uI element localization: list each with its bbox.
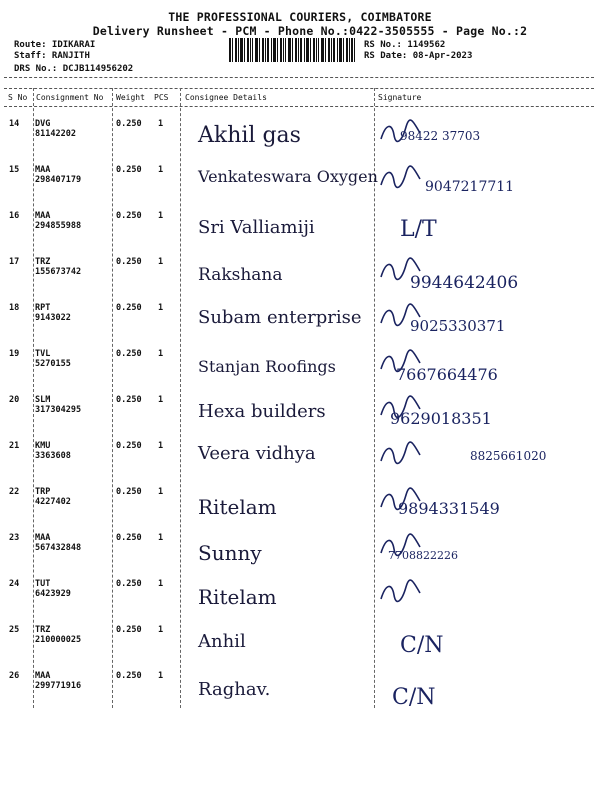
row-weight: 0.250 [116,257,142,267]
row-pcs: 1 [158,349,164,359]
row-consignment: SLM 317304295 [35,395,82,415]
row-pcs: 1 [158,395,164,405]
row-pcs: 1 [158,165,164,175]
row-weight: 0.250 [116,579,142,589]
consignee-handwriting: Rakshana [198,265,283,285]
row-sno: 23 [9,533,20,543]
signature-handwriting: C/N [392,685,436,710]
barcode-image [229,38,355,62]
consignee-handwriting: Raghav. [198,679,271,700]
company-title: THE PROFESSIONAL COURIERS, COIMBATORE [168,10,432,24]
consignee-handwriting: Akhil gas [198,123,301,148]
consignee-handwriting: Stanjan Roofings [198,357,336,376]
table-top-rule [4,77,594,78]
signature-handwriting: 7708822226 [388,549,458,562]
col-divider-1 [33,88,34,708]
row-pcs: 1 [158,303,164,313]
signature-handwriting: 8825661020 [470,449,547,463]
signature-scribble [378,579,422,605]
row-consignment: TUT 6423929 [35,579,71,599]
row-pcs: 1 [158,625,164,635]
row-sno: 16 [9,211,20,221]
row-pcs: 1 [158,119,164,129]
row-weight: 0.250 [116,441,142,451]
row-consignment: MAA 294855988 [35,211,82,231]
row-weight: 0.250 [116,625,142,635]
consignee-handwriting: Sri Valliamiji [198,217,315,238]
rs-number: RS No.: 1149562 [364,40,446,50]
row-weight: 0.250 [116,119,142,129]
signature-scribble [378,441,422,467]
col-divider-3 [180,88,181,708]
header-sno: S No [8,93,28,102]
row-consignment: TRP 4227402 [35,487,71,507]
row-weight: 0.250 [116,533,142,543]
consignee-handwriting: Sunny [198,541,262,565]
consignee-handwriting: Ritelam [198,495,277,519]
runsheet-subtitle: Delivery Runsheet - PCM - Phone No.:0422-3505555 - Page No.:2 [92,24,528,38]
row-sno: 14 [9,119,20,129]
drs-number: DRS No.: DCJB114956202 [14,64,134,74]
signature-handwriting: 98422 37703 [400,129,481,143]
consignee-handwriting: Anhil [198,631,246,652]
header-signature: Signature [378,93,422,102]
row-pcs: 1 [158,257,164,267]
row-consignment: DVG 81142202 [35,119,76,139]
consignee-handwriting: Ritelam [198,585,277,609]
row-pcs: 1 [158,487,164,497]
rs-date: RS Date: 08-Apr-2023 [364,51,473,61]
row-weight: 0.250 [116,165,142,175]
signature-handwriting: 9629018351 [390,409,492,428]
row-sno: 20 [9,395,20,405]
row-pcs: 1 [158,579,164,589]
signature-scribble [378,165,422,191]
row-sno: 15 [9,165,20,175]
row-weight: 0.250 [116,487,142,497]
row-sno: 21 [9,441,20,451]
header-consignment: Consignment No [36,93,104,102]
row-weight: 0.250 [116,349,142,359]
row-weight: 0.250 [116,303,142,313]
staff-label: Staff: RANJITH [14,51,90,61]
row-consignment: TRZ 155673742 [35,257,82,277]
row-sno: 22 [9,487,20,497]
signature-handwriting: 9944642406 [410,273,519,293]
consignee-handwriting: Venkateswara Oxygen [198,167,378,186]
row-sno: 19 [9,349,20,359]
signature-handwriting: 9894331549 [398,499,500,518]
header-bottom-rule [4,106,594,107]
row-sno: 18 [9,303,20,313]
row-weight: 0.250 [116,395,142,405]
row-consignment: MAA 567432848 [35,533,82,553]
row-pcs: 1 [158,533,164,543]
row-pcs: 1 [158,671,164,681]
table-top-rule-2 [4,88,594,89]
row-sno: 24 [9,579,20,589]
row-weight: 0.250 [116,671,142,681]
row-sno: 26 [9,671,20,681]
row-sno: 25 [9,625,20,635]
signature-handwriting: C/N [400,633,444,658]
header-weight: Weight [116,93,145,102]
col-divider-2 [112,88,113,708]
signature-handwriting: 9047217711 [425,179,515,195]
row-pcs: 1 [158,211,164,221]
row-consignment: RPT 9143022 [35,303,71,323]
signature-handwriting: 7667664476 [396,365,498,384]
header-consignee: Consignee Details [185,93,267,102]
row-consignment: TRZ 210000025 [35,625,82,645]
consignee-handwriting: Subam enterprise [198,307,362,328]
row-consignment: MAA 298407179 [35,165,82,185]
header-pcs: PCS [154,93,169,102]
consignee-handwriting: Hexa builders [198,401,326,422]
row-consignment: MAA 299771916 [35,671,82,691]
consignee-handwriting: Veera vidhya [198,443,316,464]
row-consignment: KMU 3363608 [35,441,71,461]
row-sno: 17 [9,257,20,267]
route-label: Route: IDIKARAI [14,40,96,50]
row-weight: 0.250 [116,211,142,221]
signature-handwriting: L/T [400,217,437,242]
row-pcs: 1 [158,441,164,451]
row-consignment: TVL 5270155 [35,349,71,369]
signature-handwriting: 9025330371 [410,317,506,335]
